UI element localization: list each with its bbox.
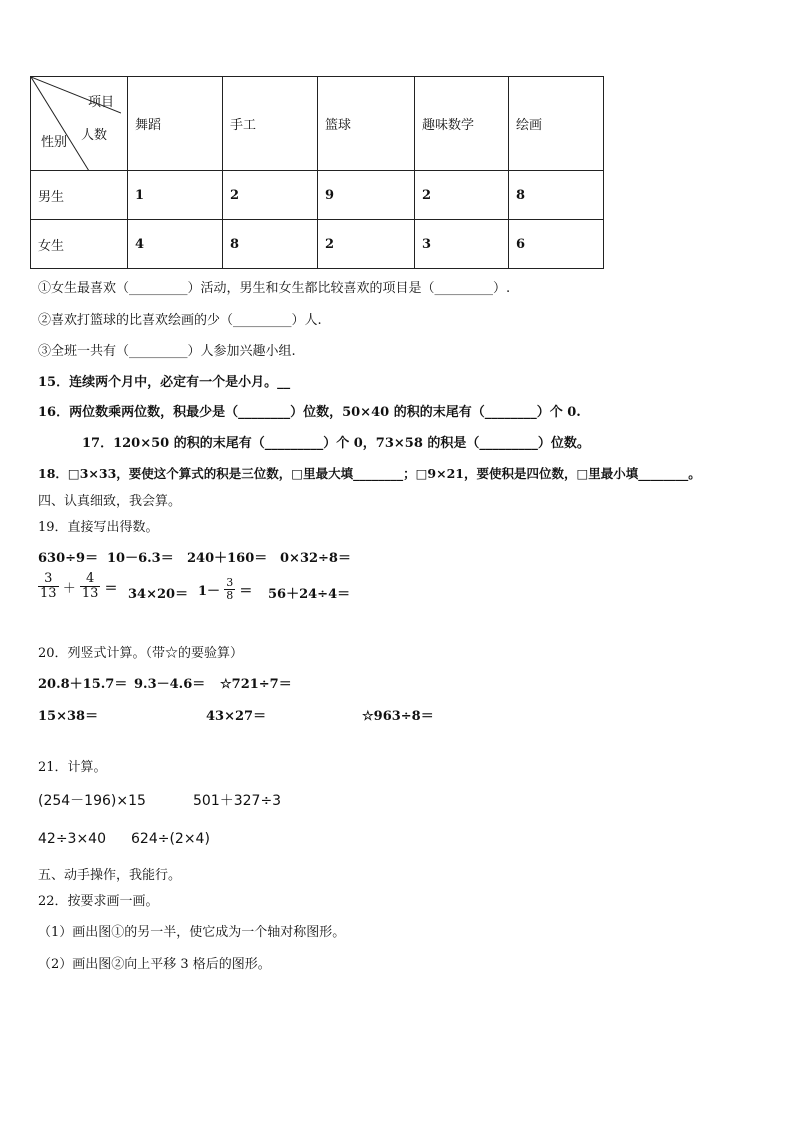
- calc-19-b: 10－6.3＝: [107, 551, 174, 566]
- cell-boys-basketball: 9: [318, 171, 415, 220]
- question-21: 21．计算。: [38, 760, 107, 775]
- question-17: 17．120×50 的积的末尾有（_________）个 0，73×58 的积是（_________）位数。: [82, 436, 590, 451]
- table-row-boys: [31, 171, 604, 220]
- calc-20-b: 9.3－4.6＝: [134, 677, 206, 692]
- question-22-part-1: （1）画出图①的另一半，使它成为一个轴对称图形。: [38, 925, 346, 940]
- section-5-title: 五、动手操作，我能行。: [38, 868, 182, 883]
- question-15: 15．连续两个月中，必定有一个是小月。__: [38, 375, 291, 390]
- calc-21-b: 501＋327÷3: [193, 793, 282, 809]
- fraction-denominator: 13: [81, 586, 99, 602]
- corner-project-label: 项目: [88, 95, 115, 110]
- calc-20-c: ☆721÷7＝: [220, 677, 292, 692]
- cell-girls-fun-math: 3: [415, 220, 509, 269]
- cell-boys-fun-math: 2: [415, 171, 509, 220]
- cell-girls-handcraft: 8: [223, 220, 318, 269]
- equals-sign: ＝: [239, 584, 253, 600]
- cell-boys-handcraft: 2: [223, 171, 318, 220]
- calc-21-d: 624÷(2×4): [131, 831, 210, 847]
- question-1: ①女生最喜欢（_________）活动，男生和女生都比较喜欢的项目是（_________）.: [38, 281, 511, 296]
- corner-count-label: 人数: [81, 128, 108, 143]
- cell-boys-dance: 1: [128, 171, 223, 220]
- question-2: ②喜欢打篮球的比喜欢绘画的少（_________）人.: [38, 313, 322, 328]
- one-minus: 1－: [198, 584, 221, 600]
- fraction-numerator: 4: [80, 572, 101, 587]
- calc-19-d: 0×32÷8＝: [280, 551, 351, 566]
- question-22-part-2: （2）画出图②向上平移 3 格后的图形。: [38, 957, 271, 972]
- cell-girls-basketball: 2: [318, 220, 415, 269]
- question-16: 16．两位数乘两位数，积最少是（________）位数，50×40 的积的末尾有（________）个 0.: [38, 405, 581, 420]
- calc-19-a: 630÷9＝: [38, 551, 99, 566]
- calc-20-d: 15×38＝: [38, 709, 99, 724]
- header-basketball: 篮球: [318, 77, 415, 171]
- section-4-title: 四、认真细致，我会算。: [38, 494, 182, 509]
- question-22: 22．按要求画一画。: [38, 894, 159, 909]
- header-handcraft: 手工: [223, 77, 318, 171]
- stats-table: [30, 76, 604, 269]
- header-dance: 舞蹈: [128, 77, 223, 171]
- calc-20-f: ☆963÷8＝: [362, 709, 434, 724]
- fraction-3-13: [38, 572, 59, 602]
- fraction-numerator: 3: [38, 572, 59, 587]
- fraction-4-13: [80, 572, 101, 602]
- calc-19-e: 34×20＝: [128, 587, 189, 602]
- fraction-denominator: 13: [40, 586, 57, 602]
- row-label-boys: 男生: [31, 171, 128, 220]
- corner-gender-label: 性别: [41, 135, 68, 150]
- calc-20-e: 43×27＝: [206, 709, 267, 724]
- cell-girls-dance: 4: [128, 220, 223, 269]
- cell-girls-painting: 6: [509, 220, 604, 269]
- calc-21-c: 42÷3×40: [38, 831, 106, 847]
- row-label-girls: 女生: [31, 220, 128, 269]
- question-18: 18．□3×33，要使这个算式的积是三位数，□里最大填________；□9×21，要使积是四位数，□里最小填________。: [38, 466, 701, 481]
- header-painting: 绘画: [509, 77, 604, 171]
- fraction-3-8: [224, 577, 235, 602]
- question-20: 20．列竖式计算。（带☆的要验算）: [38, 646, 244, 661]
- table-row-girls: [31, 220, 604, 269]
- fraction-numerator: 3: [226, 576, 234, 589]
- calc-20-a: 20.8＋15.7＝: [38, 677, 128, 692]
- calc-19-h: 56＋24÷4＝: [268, 587, 351, 602]
- question-19: 19．直接写出得数。: [38, 520, 159, 535]
- calc-19-fraction-sum: [38, 572, 118, 602]
- fraction-denominator: 8: [226, 589, 234, 603]
- calc-19-c: 240＋160＝: [187, 551, 268, 566]
- cell-boys-painting: 8: [509, 171, 604, 220]
- calc-21-a: (254－196)×15: [38, 793, 146, 809]
- table-corner-cell: [31, 77, 128, 171]
- calc-19-g: [198, 577, 252, 602]
- question-3: ③全班一共有（_________）人参加兴趣小组.: [38, 344, 296, 359]
- plus-sign: ＋: [62, 581, 76, 597]
- equals-sign: ＝: [104, 581, 118, 597]
- header-fun-math: 趣味数学: [415, 77, 509, 171]
